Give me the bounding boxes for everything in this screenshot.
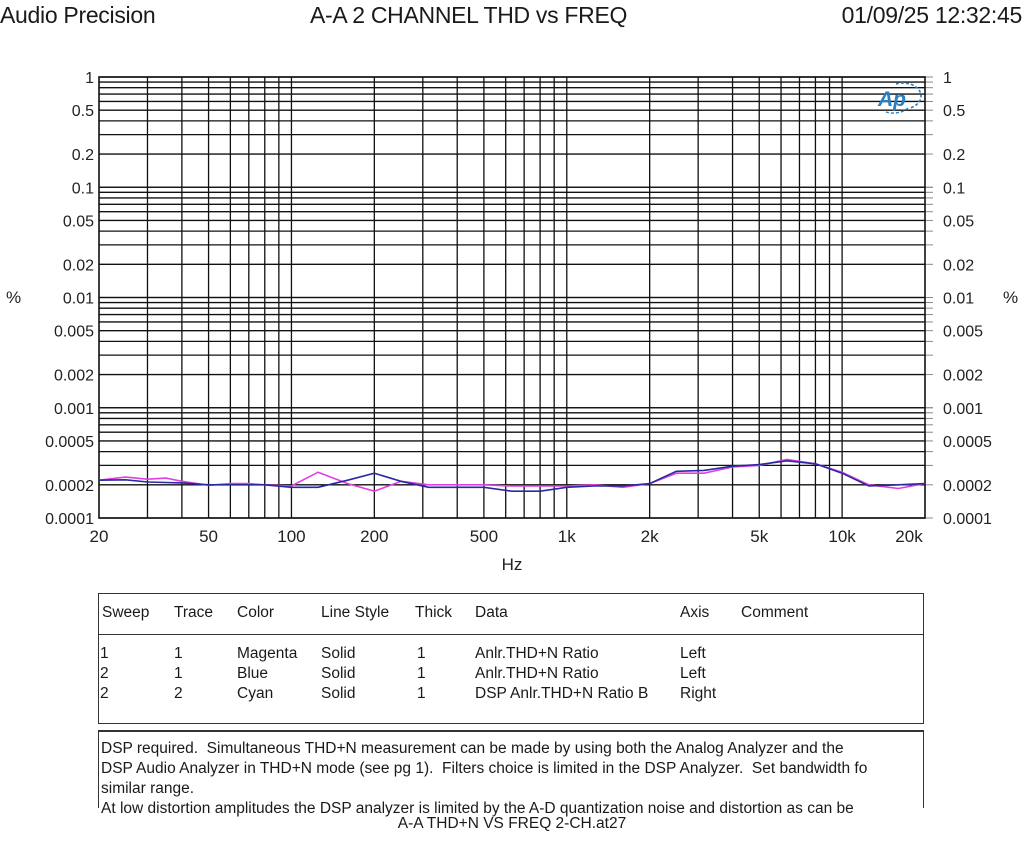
horizontal-gridlines bbox=[99, 77, 933, 518]
y-tick-label: 0.005 bbox=[53, 323, 94, 341]
timestamp: 01/09/25 12:32:45 bbox=[841, 2, 1022, 28]
col-color: Color bbox=[237, 604, 275, 621]
style-value: Solid bbox=[321, 665, 356, 682]
y-tick-label: 0.2 bbox=[943, 147, 966, 165]
x-tick-label: 2k bbox=[640, 527, 659, 546]
color-value: Magenta bbox=[237, 645, 298, 662]
y-tick-label: 0.5 bbox=[71, 103, 94, 121]
y-tick-label: 0.001 bbox=[943, 400, 984, 418]
y-tick-label: 0.02 bbox=[943, 257, 975, 275]
y-tick-label: 0.002 bbox=[943, 367, 984, 385]
y-tick-label: 0.001 bbox=[53, 400, 94, 418]
x-tick-label: 100 bbox=[277, 527, 306, 546]
traces bbox=[99, 459, 925, 491]
sweep-value: 1 bbox=[100, 645, 109, 662]
x-tick-label: 20 bbox=[89, 527, 109, 546]
x-tick-label: 10k bbox=[828, 527, 856, 546]
ap-logo-text: Ap bbox=[878, 88, 906, 111]
file-name-footer bbox=[0, 815, 1024, 833]
trace-legend-table bbox=[98, 593, 924, 724]
y-axis-right-ticks bbox=[943, 70, 992, 528]
note-line: At low distortion amplitudes the DSP analyzer is limited by the A-D quantization noise and distortion as can be bbox=[101, 800, 854, 817]
file-name: A-A THD+N VS FREQ 2-CH.at27 bbox=[397, 815, 627, 832]
y-tick-label: 0.01 bbox=[943, 290, 975, 308]
brand-label: Audio Precision bbox=[0, 2, 156, 28]
col-comment: Comment bbox=[741, 604, 809, 621]
col-sweep: Sweep bbox=[102, 604, 150, 621]
legend-header-row bbox=[99, 604, 923, 624]
y-tick-label: 0.05 bbox=[62, 213, 94, 231]
x-tick-label: 20k bbox=[895, 527, 923, 546]
data-value: Anlr.THD+N Ratio bbox=[475, 665, 599, 682]
y-tick-label: 0.1 bbox=[943, 180, 966, 198]
note-line: DSP Audio Analyzer in THD+N mode (see pg 1). Filters choice is limited in the DSP Analyzer. Set bandwidth fo bbox=[101, 760, 868, 777]
thick-value: 1 bbox=[417, 665, 426, 682]
y-axis-right-unit: % bbox=[1003, 288, 1019, 307]
y-axis-left-ticks bbox=[45, 70, 94, 528]
axis-value: Left bbox=[680, 665, 706, 682]
legend-row bbox=[99, 665, 923, 685]
y-tick-label: 0.0005 bbox=[943, 433, 992, 451]
thick-value: 1 bbox=[417, 645, 426, 662]
trace-line bbox=[99, 459, 925, 491]
style-value: Solid bbox=[321, 685, 356, 702]
sweep-value: 2 bbox=[100, 665, 109, 682]
y-tick-label: 0.0001 bbox=[45, 511, 94, 528]
y-tick-label: 1 bbox=[943, 70, 952, 87]
data-value: DSP Anlr.THD+N Ratio B bbox=[475, 685, 649, 702]
col-data: Data bbox=[475, 604, 508, 621]
col-thick: Thick bbox=[415, 604, 453, 621]
y-tick-label: 0.002 bbox=[53, 367, 94, 385]
sweep-value: 2 bbox=[100, 685, 109, 702]
y-axis-left-unit: % bbox=[6, 288, 22, 307]
y-tick-label: 0.05 bbox=[943, 213, 975, 231]
legend-row bbox=[99, 645, 923, 665]
y-tick-label: 0.1 bbox=[71, 180, 94, 198]
axis-value: Left bbox=[680, 645, 706, 662]
y-tick-label: 0.0001 bbox=[943, 511, 992, 528]
y-tick-label: 1 bbox=[85, 70, 94, 87]
x-axis-ticks bbox=[90, 527, 924, 546]
col-axis: Axis bbox=[680, 604, 710, 621]
note-line: similar range. bbox=[101, 780, 195, 797]
trace-value: 1 bbox=[174, 665, 183, 682]
legend-divider bbox=[99, 634, 923, 635]
thick-value: 1 bbox=[417, 685, 426, 702]
y-tick-label: 0.5 bbox=[943, 103, 966, 121]
y-tick-label: 0.01 bbox=[62, 290, 94, 308]
color-value: Blue bbox=[237, 665, 269, 682]
y-tick-label: 0.0005 bbox=[45, 433, 94, 451]
col-trace: Trace bbox=[174, 604, 214, 621]
x-tick-label: 1k bbox=[557, 527, 576, 546]
trace-value: 2 bbox=[174, 685, 183, 702]
style-value: Solid bbox=[321, 645, 356, 662]
trace-value: 1 bbox=[174, 645, 183, 662]
y-tick-label: 0.2 bbox=[71, 147, 94, 165]
x-tick-label: 500 bbox=[469, 527, 499, 546]
y-tick-label: 0.0002 bbox=[45, 477, 94, 495]
x-axis-label: Hz bbox=[501, 555, 523, 574]
x-tick-label: 200 bbox=[360, 527, 389, 546]
chart-title: A-A 2 CHANNEL THD vs FREQ bbox=[310, 2, 628, 28]
x-tick-label: 50 bbox=[199, 527, 219, 546]
notes-textbox[interactable] bbox=[98, 730, 924, 817]
data-value: Anlr.THD+N Ratio bbox=[475, 645, 599, 662]
color-value: Cyan bbox=[237, 685, 274, 702]
y-tick-label: 0.0002 bbox=[943, 477, 992, 495]
y-tick-label: 0.02 bbox=[62, 257, 94, 275]
note-line: DSP required. Simultaneous THD+N measurement can be made by using both the Analog Analyzer and the bbox=[101, 740, 844, 757]
axis-value: Right bbox=[680, 685, 717, 702]
y-tick-label: 0.005 bbox=[943, 323, 984, 341]
legend-row bbox=[99, 685, 923, 705]
x-tick-label: 5k bbox=[750, 527, 769, 546]
col-line-style: Line Style bbox=[321, 604, 390, 621]
